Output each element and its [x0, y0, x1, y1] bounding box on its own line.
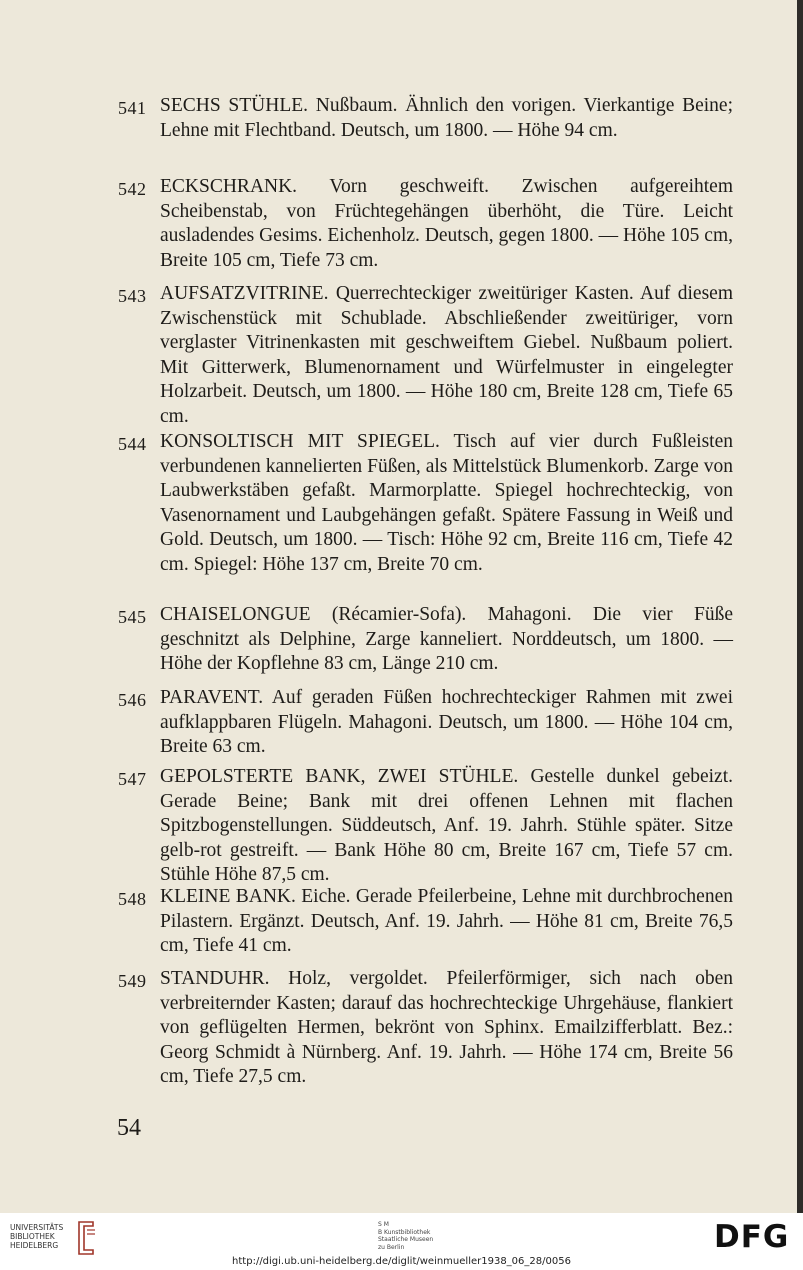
entry-text: ECKSCHRANK. Vorn geschweift. Zwischen aufgereihtem Scheibenstab, von Früchtegehängen überhöht, die Türe. Leicht ausladendes Gesims. Eichenholz. Deutsch, gegen 1800. — Höhe 105 cm, Breite 105 cm, Tiefe 73 cm.	[160, 176, 733, 271]
entry-number: 542	[118, 179, 147, 199]
entry-number: 548	[118, 889, 147, 909]
entry-text: CHAISELONGUE (Récamier-Sofa). Mahagoni. Die vier Füße geschnitzt als Delphine, Zarge kanneliert. Norddeutsch, um 1800. — Höhe der Kopflehne 83 cm, Länge 210 cm.	[160, 604, 733, 674]
entry-number: 547	[118, 769, 147, 789]
university-logo-line: BIBLIOTHEK	[10, 1232, 55, 1241]
entry-text: GEPOLSTERTE BANK, ZWEI STÜHLE. Gestelle dunkel gebeizt. Gerade Beine; Bank mit drei offenen Lehnen mit flachen Spitzbogenstellungen. Süddeutsch, Anf. 19. Jahrh. Stühle später. Sitze gelb-rot gestreift. — Bank Höhe 80 cm, Breite 167 cm, Tiefe 57 cm. Stühle Höhe 87,5 cm.	[160, 766, 733, 885]
entry-text: KLEINE BANK. Eiche. Gerade Pfeilerbeine, Lehne mit durchbrochenen Pilastern. Ergänzt. Deutsch, Anf. 19. Jahrh. — Höhe 81 cm, Breite 76,5 cm, Tiefe 41 cm.	[160, 886, 733, 956]
stamp-line: zu Berlin	[378, 1243, 405, 1251]
entry-text: SECHS STÜHLE. Nußbaum. Ähnlich den vorigen. Vierkantige Beine; Lehne mit Flechtband. Deutsch, um 1800. — Höhe 94 cm.	[160, 95, 733, 141]
stamp-line: S M	[378, 1221, 389, 1228]
entry-number: 545	[118, 607, 147, 627]
entry-text: STANDUHR. Holz, vergoldet. Pfeilerförmiger, sich nach oben verbreiternder Kasten; darauf das hochrechteckige Uhrgehäuse, flankiert von geflügelten Hermen, bekrönt von Sphinx. Emailzifferblatt. Bez.: Georg Schmidt à Nürnberg. Anf. 19. Jahrh. — Höhe 174 cm, Breite 56 cm, Tiefe 27,5 cm.	[160, 968, 733, 1087]
catalog-entry-546	[118, 686, 733, 760]
university-logo-line: HEIDELBERG	[10, 1241, 59, 1250]
university-mark-icon	[75, 1220, 97, 1256]
entry-number: 549	[118, 971, 147, 991]
entry-text: KONSOLTISCH MIT SPIEGEL. Tisch auf vier durch Fußleisten verbundenen kannelierten Füßen, als Mittelstück Blumenkorb. Zarge von Laubwerkstäben gefaßt. Marmorplatte. Spiegel hochrechteckig, von Vasenornament und Laubgehängen gefaßt. Spätere Fassung in Weiß und Gold. Deutsch, um 1800. — Tisch: Höhe 92 cm, Breite 116 cm, Tiefe 42 cm. Spiegel: Höhe 137 cm, Breite 70 cm.	[160, 431, 733, 575]
catalog-entry-548	[118, 885, 733, 959]
university-library-logo[interactable]	[10, 1223, 63, 1250]
entry-number: 543	[118, 286, 147, 306]
catalog-entry-544	[118, 430, 733, 577]
entry-number: 541	[118, 98, 147, 118]
entry-number: 546	[118, 690, 147, 710]
catalog-entry-549	[118, 967, 733, 1090]
entry-text: PARAVENT. Auf geraden Füßen hochrechteckiger Rahmen mit zwei aufklappbaren Flügeln. Mahagoni. Deutsch, um 1800. — Höhe 104 cm, Breite 63 cm.	[160, 687, 733, 757]
stamp-line: Staatliche Museen	[378, 1236, 434, 1243]
catalog-entry-542	[118, 175, 733, 273]
library-stamp	[378, 1221, 433, 1251]
permalink-url[interactable]: http://digi.ub.uni-heidelberg.de/diglit/weinmueller1938_06_28/0056	[232, 1256, 571, 1267]
university-logo-line: UNIVERSITÄTS	[10, 1223, 64, 1232]
catalog-entry-547	[118, 765, 733, 888]
catalog-entry-543	[118, 282, 733, 429]
entry-text: AUFSATZVITRINE. Querrechteckiger zweitüriger Kasten. Auf diesem Zwischenstück mit Schublade. Abschließender zweitüriger, vorn verglaster Vitrinenkasten mit geschweiftem Giebel. Nußbaum poliert. Mit Gitterwerk, Blumenornament und Würfelmuster in eingelegter Holzarbeit. Deutsch, um 1800. — Höhe 180 cm, Breite 128 cm, Tiefe 65 cm.	[160, 283, 733, 427]
page-edge	[797, 0, 803, 1213]
entry-number: 544	[118, 434, 147, 454]
catalog-entry-541	[118, 94, 733, 143]
dfg-logo[interactable]: DFG	[714, 1219, 790, 1255]
page-number: 54	[117, 1115, 141, 1141]
catalog-entry-545	[118, 603, 733, 677]
stamp-line: B Kunstbibliothek	[378, 1228, 431, 1236]
